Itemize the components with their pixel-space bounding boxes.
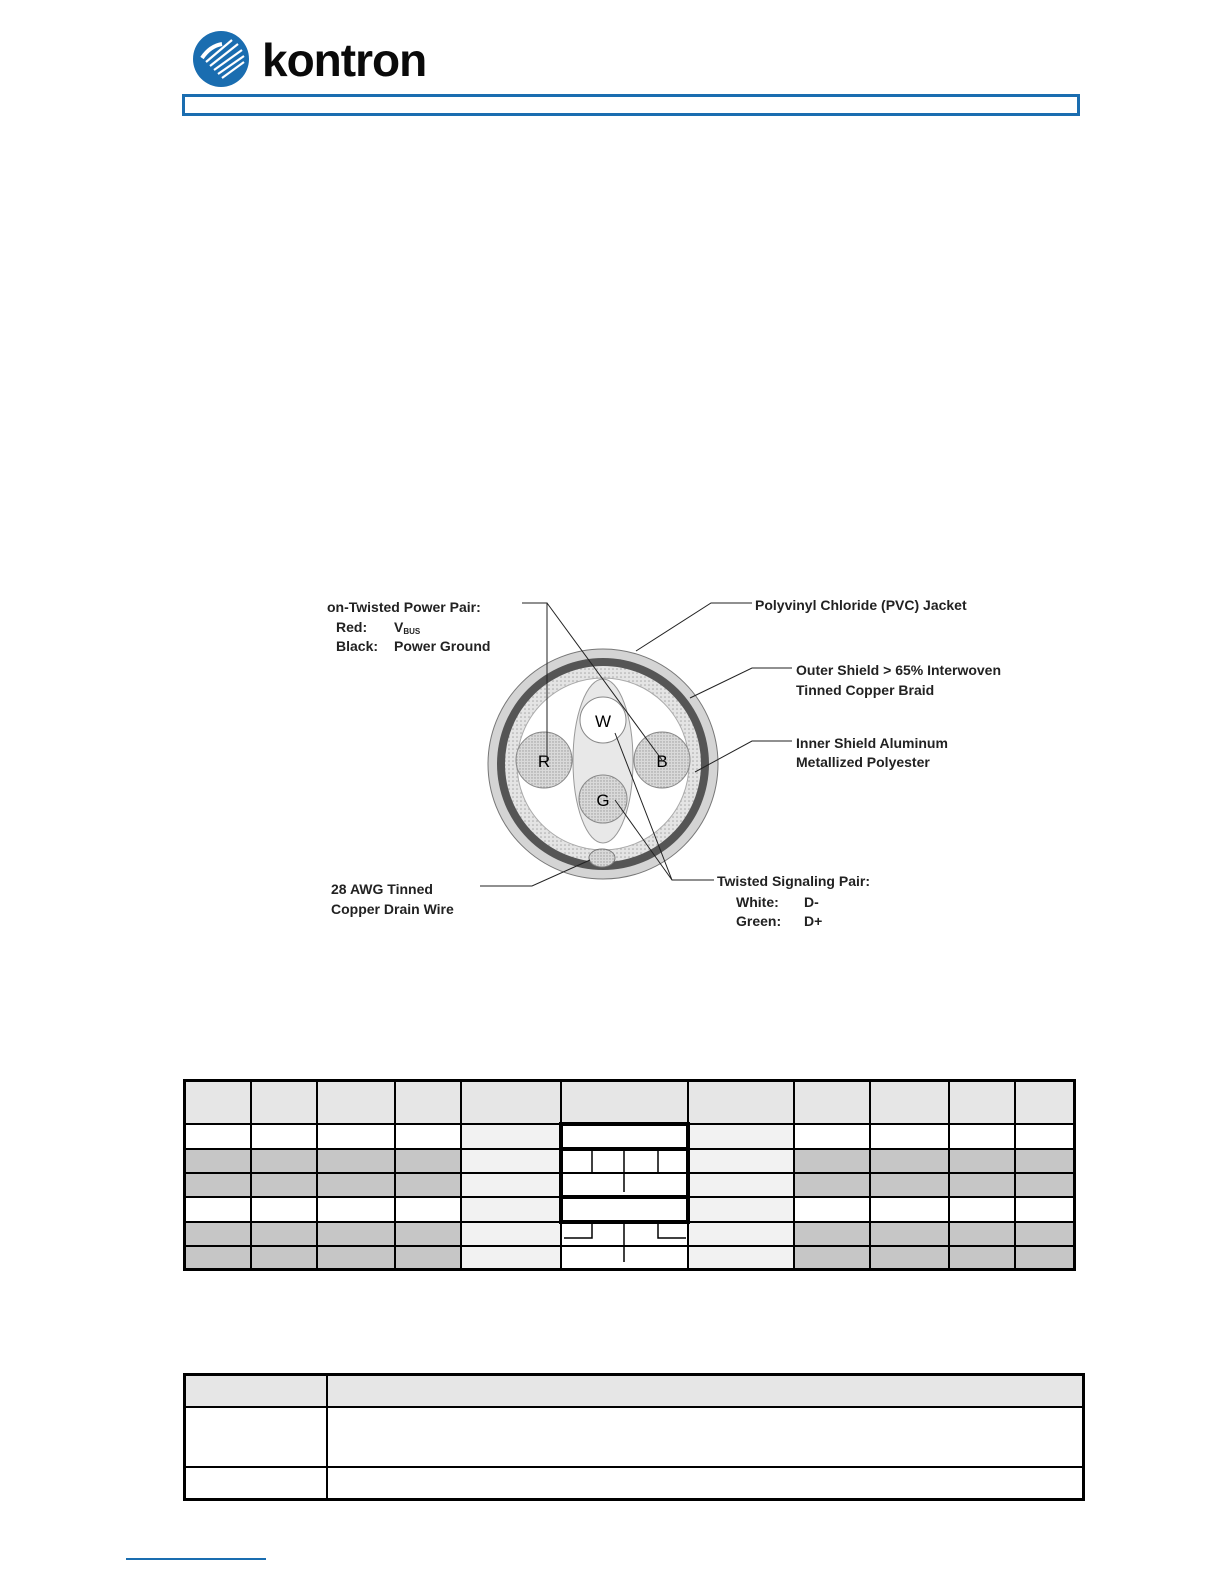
inner-shield-label-1: Inner Shield Aluminum <box>796 735 948 751</box>
outer-shield-label-1: Outer Shield > 65% Interwoven <box>796 662 1002 678</box>
table-header-row <box>185 1081 1075 1125</box>
green-label: Green: <box>736 913 782 929</box>
outer-shield-label-2: Tinned Copper Braid <box>796 682 935 698</box>
connector-marks <box>560 1146 690 1266</box>
drain-wire <box>589 849 615 867</box>
drain-label-1: 28 AWG Tinned <box>331 881 433 897</box>
drain-label-2: Copper Drain Wire <box>331 901 454 917</box>
power-pair-title: on-Twisted Power Pair: <box>327 599 481 615</box>
table-row <box>185 1467 1084 1500</box>
signal-pair-title: Twisted Signaling Pair: <box>717 873 870 889</box>
table-row <box>185 1407 1084 1467</box>
black-value: Power Ground <box>394 638 491 654</box>
inner-shield-label-2: Metallized Polyester <box>796 754 930 770</box>
jacket-label: Polyvinyl Chloride (PVC) Jacket <box>755 597 967 613</box>
wire-b-letter: B <box>656 752 668 771</box>
wire-g-letter: G <box>596 791 610 810</box>
white-value: D- <box>804 894 819 910</box>
red-value: $V_{BUS}$ <box>394 619 421 636</box>
black-label: Black: <box>336 638 379 654</box>
wire-w-letter: W <box>594 712 612 731</box>
brand-name: kontron <box>262 34 427 86</box>
table-header-row <box>185 1375 1084 1408</box>
white-label: White: <box>736 894 779 910</box>
leader-jacket <box>636 603 752 651</box>
red-label: Red: <box>336 619 368 635</box>
footer-link-underline <box>126 1558 266 1560</box>
description-table <box>183 1373 1085 1501</box>
wire-r-letter: R <box>537 752 551 771</box>
green-value: D+ <box>804 913 823 929</box>
leader-outer-shield <box>690 668 792 698</box>
